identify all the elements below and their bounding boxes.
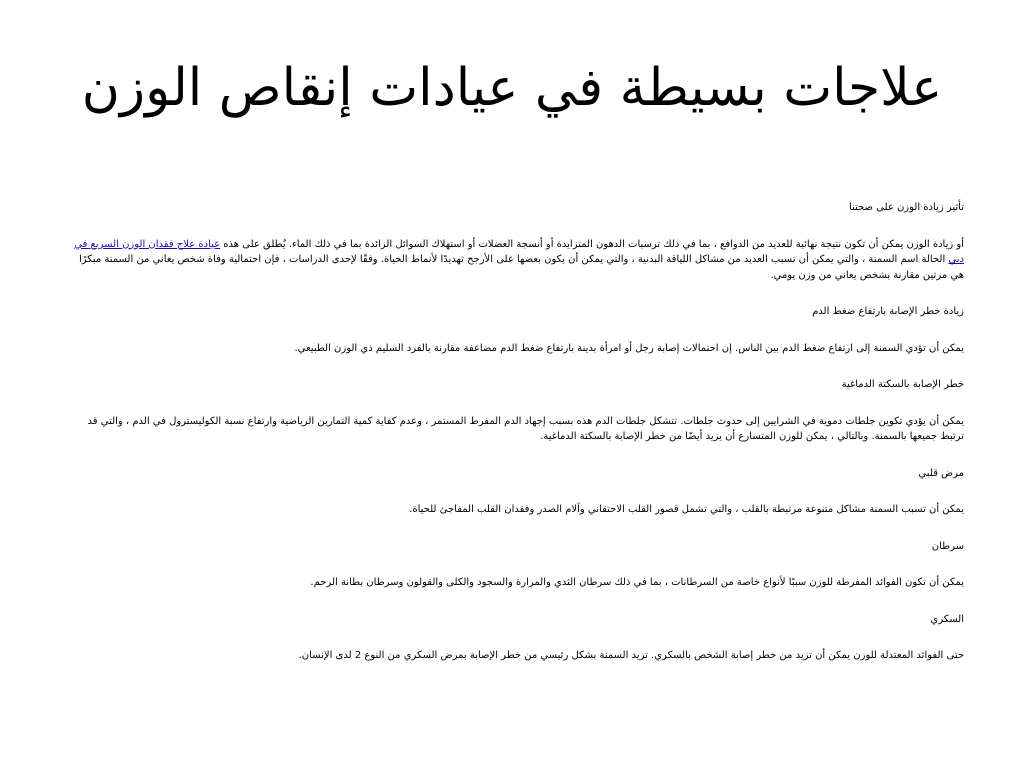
page-title: علاجات بسيطة في عيادات إنقاص الوزن xyxy=(81,58,943,118)
section-heading-stroke: خطر الإصابة بالسكتة الدماغية xyxy=(841,379,964,390)
paragraph-weight-effect-text-start: أو زيادة الوزن يمكن أن تكون نتيجة نهائية للعديد من الدوافع ، بما في ذلك ترسبات الدهون المتزايدة أو أنسجة العضلات أو استهلاك السوائل الزائدة بما في ذلك الماء. يُطلق على هذه xyxy=(220,238,964,250)
section-heading-blood-pressure: زيادة خطر الإصابة بارتفاع ضغط الدم xyxy=(812,306,964,317)
section-heading-cancer: سرطان xyxy=(931,540,964,552)
section-heading-diabetes: السكري xyxy=(930,613,964,625)
paragraph-cancer: يمكن أن تكون الفوائد المفرطة للوزن سببًا لأنواع خاصة من السرطانات ، بما في ذلك سرطان الثدي والمرارة والسجود والكلى والقولون وسرطان بطانة الرحم. xyxy=(310,577,964,588)
section-heading-heart-disease: مرض قلبي xyxy=(918,467,964,479)
paragraph-stroke: يمكن أن يؤدي تكوين جلطات دموية في الشرايين إلى حدوث جلطات. تتشكل جلطات الدم هذه بسبب إجهاد الدم المفرط المستمر ، وعدم كفاية كمية التمارين الرياضية وارتفاع نسبة الكوليسترول في الدم ، والتي قد ترتبط جميعها بالسمنة. وبالتالي ، يمكن للوزن المتسارع أن يزيد أيضًا من خطر الإصابة بالسكتة الدماغية. xyxy=(87,415,964,442)
paragraph-blood-pressure: يمكن أن تؤدي السمنة إلى ارتفاع ضغط الدم بين الناس. إن احتمالات إصابة رجل أو امرأة بدينة بارتفاع ضغط الدم مضاعفة مقارنة بالفرد السليم ذي الوزن الطبيعي. xyxy=(294,342,964,354)
section-heading-weight-effect: تأثير زيادة الوزن على صحتنا xyxy=(848,202,964,213)
article-body xyxy=(66,200,964,685)
paragraph-diabetes: حتى الفوائد المعتدلة للوزن يمكن أن تزيد من خطر إصابة الشخص بالسكري. تزيد السمنة بشكل رئيسي من خطر الإصابة بمرض السكري من النوع 2 لدى الإنسان. xyxy=(298,650,964,661)
paragraph-weight-effect-text-end: الحالة اسم السمنة ، والتي يمكن أن تسبب العديد من مشاكل اللياقة البدنية ، والتي يمكن أن يكون بعضها على الأرجح تهديدًا لأنماط الحياة. وفقًا لإحدى الدراسات ، فإن احتمالية وفاة شخص يعاني من السمنة مبكرًا هي مرتين مقارنة بشخص يعاني من وزن يومي. xyxy=(78,254,964,281)
weight-loss-clinic-link[interactable]: عيادة علاج فقدان الوزن السريع في دبي xyxy=(74,238,964,265)
paragraph-weight-effect xyxy=(66,237,964,284)
paragraph-heart-disease: يمكن أن تسبب السمنة مشاكل متنوعة مرتبطة بالقلب ، والتي تشمل قصور القلب الاحتقاني وآلام الصدر وفقدان القلب المفاجئ للحياة. xyxy=(409,504,964,515)
